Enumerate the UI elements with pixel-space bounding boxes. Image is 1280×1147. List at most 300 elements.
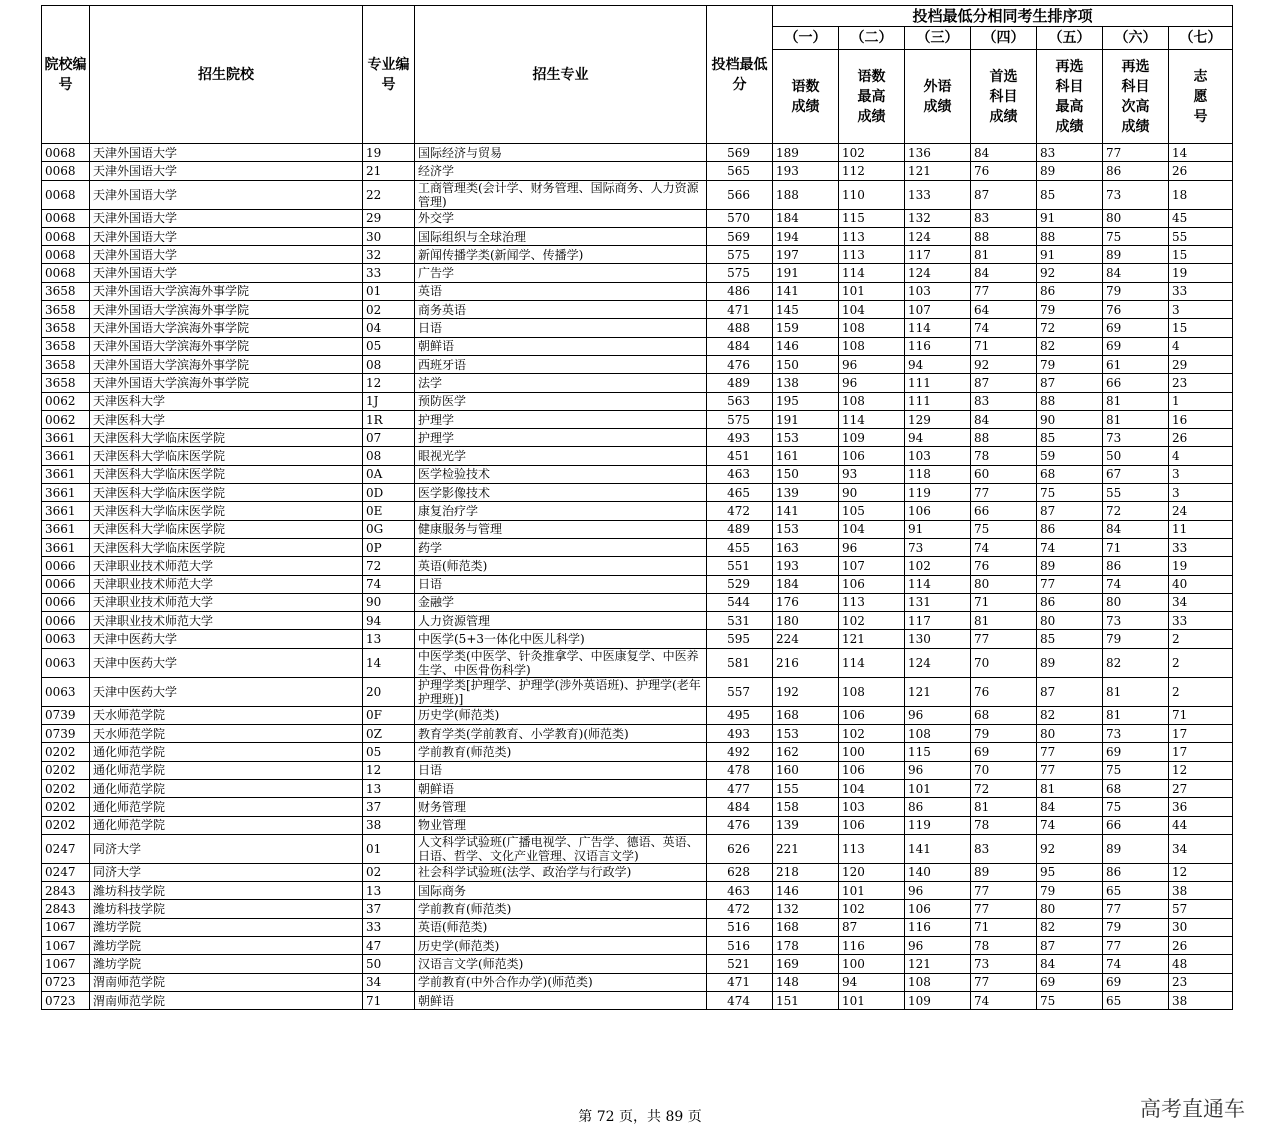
cell-order-6: 81 (1103, 677, 1169, 706)
table-row (42, 575, 1233, 593)
cell-major-name: 金融学 (415, 593, 707, 611)
cell-order-5: 90 (1037, 410, 1103, 428)
header-order-3: （三） (905, 27, 971, 50)
cell-school-name: 渭南师范学院 (90, 973, 363, 991)
cell-order-5: 91 (1037, 209, 1103, 227)
cell-major-name: 新闻传播学类(新闻学、传播学) (415, 246, 707, 264)
cell-volunteer-no: 45 (1169, 209, 1233, 227)
cell-school-name: 潍坊科技学院 (90, 882, 363, 900)
cell-order-6: 65 (1103, 991, 1169, 1009)
cell-order-2: 113 (839, 834, 905, 863)
cell-min-score: 476 (707, 816, 773, 834)
cell-order-3: 101 (905, 779, 971, 797)
cell-order-6: 50 (1103, 447, 1169, 465)
table-row (42, 392, 1233, 410)
cell-order-1: 145 (773, 301, 839, 319)
cell-order-6: 75 (1103, 761, 1169, 779)
cell-order-3: 103 (905, 282, 971, 300)
table-row (42, 779, 1233, 797)
cell-school-code: 1067 (42, 936, 90, 954)
cell-major-code: 01 (363, 834, 415, 863)
cell-school-name: 天津外国语大学滨海外事学院 (90, 301, 363, 319)
cell-major-name: 国际经济与贸易 (415, 144, 707, 162)
cell-order-5: 86 (1037, 593, 1103, 611)
cell-order-4: 71 (971, 337, 1037, 355)
cell-order-2: 101 (839, 882, 905, 900)
cell-order-6: 74 (1103, 955, 1169, 973)
cell-min-score: 477 (707, 779, 773, 797)
cell-order-5: 82 (1037, 706, 1103, 724)
cell-order-2: 114 (839, 264, 905, 282)
cell-school-name: 通化师范学院 (90, 743, 363, 761)
cell-order-1: 218 (773, 863, 839, 881)
cell-order-6: 84 (1103, 520, 1169, 538)
cell-major-name: 医学检验技术 (415, 465, 707, 483)
cell-order-1: 168 (773, 918, 839, 936)
cell-major-name: 国际组织与全球治理 (415, 227, 707, 245)
cell-order-2: 101 (839, 991, 905, 1009)
cell-order-5: 68 (1037, 465, 1103, 483)
cell-major-name: 日语 (415, 319, 707, 337)
table-row (42, 725, 1233, 743)
cell-major-code: 04 (363, 319, 415, 337)
table-row (42, 955, 1233, 973)
table-row (42, 882, 1233, 900)
cell-order-3: 96 (905, 936, 971, 954)
cell-order-2: 107 (839, 557, 905, 575)
table-row (42, 630, 1233, 648)
cell-order-1: 139 (773, 816, 839, 834)
cell-order-2: 113 (839, 593, 905, 611)
cell-volunteer-no: 2 (1169, 630, 1233, 648)
cell-order-6: 81 (1103, 410, 1169, 428)
cell-major-code: 0D (363, 484, 415, 502)
cell-order-1: 141 (773, 282, 839, 300)
cell-major-code: 12 (363, 374, 415, 392)
cell-order-2: 105 (839, 502, 905, 520)
cell-order-6: 75 (1103, 227, 1169, 245)
cell-volunteer-no: 18 (1169, 180, 1233, 209)
cell-school-code: 0062 (42, 410, 90, 428)
cell-order-4: 83 (971, 209, 1037, 227)
table-row (42, 447, 1233, 465)
cell-order-2: 96 (839, 355, 905, 373)
cell-order-4: 88 (971, 227, 1037, 245)
cell-major-code: 0P (363, 538, 415, 556)
cell-volunteer-no: 36 (1169, 798, 1233, 816)
table-row (42, 180, 1233, 209)
cell-school-code: 0068 (42, 264, 90, 282)
cell-school-name: 天津外国语大学 (90, 209, 363, 227)
cell-order-2: 102 (839, 725, 905, 743)
cell-order-1: 146 (773, 882, 839, 900)
cell-major-code: 20 (363, 677, 415, 706)
cell-order-6: 72 (1103, 502, 1169, 520)
table-row (42, 337, 1233, 355)
cell-order-1: 195 (773, 392, 839, 410)
cell-major-code: 01 (363, 282, 415, 300)
cell-order-3: 121 (905, 955, 971, 973)
cell-order-5: 81 (1037, 779, 1103, 797)
cell-order-5: 92 (1037, 834, 1103, 863)
cell-order-5: 89 (1037, 648, 1103, 677)
cell-order-6: 73 (1103, 180, 1169, 209)
cell-order-4: 81 (971, 612, 1037, 630)
cell-major-code: 05 (363, 743, 415, 761)
table-row (42, 900, 1233, 918)
cell-order-4: 76 (971, 557, 1037, 575)
cell-order-1: 168 (773, 706, 839, 724)
page-footer: 第 72 页，共 89 页 (578, 1109, 702, 1125)
cell-min-score: 563 (707, 392, 773, 410)
cell-school-name: 天水师范学院 (90, 725, 363, 743)
cell-school-code: 0063 (42, 630, 90, 648)
cell-min-score: 531 (707, 612, 773, 630)
cell-major-code: 21 (363, 162, 415, 180)
cell-min-score: 471 (707, 973, 773, 991)
cell-min-score: 474 (707, 991, 773, 1009)
cell-major-name: 人力资源管理 (415, 612, 707, 630)
cell-order-6: 89 (1103, 246, 1169, 264)
cell-school-code: 0068 (42, 162, 90, 180)
cell-school-code: 3658 (42, 282, 90, 300)
cell-order-4: 87 (971, 374, 1037, 392)
cell-school-code: 3661 (42, 484, 90, 502)
cell-major-name: 广告学 (415, 264, 707, 282)
cell-order-2: 108 (839, 677, 905, 706)
cell-school-name: 天水师范学院 (90, 706, 363, 724)
cell-volunteer-no: 71 (1169, 706, 1233, 724)
cell-school-code: 0068 (42, 246, 90, 264)
cell-order-1: 160 (773, 761, 839, 779)
cell-order-3: 96 (905, 706, 971, 724)
cell-min-score: 575 (707, 246, 773, 264)
cell-order-5: 91 (1037, 246, 1103, 264)
cell-volunteer-no: 4 (1169, 447, 1233, 465)
cell-major-name: 眼视光学 (415, 447, 707, 465)
table-row (42, 863, 1233, 881)
cell-order-5: 82 (1037, 918, 1103, 936)
cell-order-2: 106 (839, 706, 905, 724)
cell-order-2: 101 (839, 282, 905, 300)
cell-order-1: 194 (773, 227, 839, 245)
cell-school-code: 3658 (42, 319, 90, 337)
cell-min-score: 570 (707, 209, 773, 227)
table-row (42, 761, 1233, 779)
cell-major-code: 13 (363, 882, 415, 900)
header-major-code: 专业编号 (363, 6, 415, 144)
cell-order-1: 188 (773, 180, 839, 209)
cell-order-4: 78 (971, 447, 1037, 465)
cell-order-5: 87 (1037, 502, 1103, 520)
cell-major-code: 72 (363, 557, 415, 575)
cell-school-code: 0066 (42, 575, 90, 593)
cell-order-5: 95 (1037, 863, 1103, 881)
cell-volunteer-no: 34 (1169, 593, 1233, 611)
cell-order-5: 79 (1037, 882, 1103, 900)
cell-order-6: 61 (1103, 355, 1169, 373)
cell-school-name: 天津医科大学临床医学院 (90, 502, 363, 520)
cell-volunteer-no: 11 (1169, 520, 1233, 538)
cell-order-3: 106 (905, 900, 971, 918)
watermark: 高考直通车 (1140, 1097, 1245, 1121)
cell-min-score: 451 (707, 447, 773, 465)
cell-major-name: 历史学(师范类) (415, 936, 707, 954)
cell-order-4: 84 (971, 144, 1037, 162)
cell-volunteer-no: 17 (1169, 743, 1233, 761)
cell-min-score: 575 (707, 410, 773, 428)
cell-order-4: 87 (971, 180, 1037, 209)
cell-volunteer-no: 12 (1169, 863, 1233, 881)
cell-school-code: 0202 (42, 779, 90, 797)
cell-min-score: 486 (707, 282, 773, 300)
cell-order-4: 81 (971, 246, 1037, 264)
cell-order-6: 66 (1103, 374, 1169, 392)
cell-order-4: 66 (971, 502, 1037, 520)
cell-min-score: 484 (707, 798, 773, 816)
table-row (42, 484, 1233, 502)
cell-order-6: 77 (1103, 936, 1169, 954)
cell-order-5: 77 (1037, 743, 1103, 761)
cell-school-name: 天津职业技术师范大学 (90, 593, 363, 611)
cell-order-5: 88 (1037, 392, 1103, 410)
cell-order-4: 75 (971, 520, 1037, 538)
cell-order-1: 139 (773, 484, 839, 502)
cell-order-3: 108 (905, 725, 971, 743)
cell-major-code: 02 (363, 301, 415, 319)
cell-order-6: 79 (1103, 282, 1169, 300)
cell-major-code: 0F (363, 706, 415, 724)
cell-order-5: 79 (1037, 355, 1103, 373)
cell-order-1: 191 (773, 410, 839, 428)
cell-school-name: 天津外国语大学滨海外事学院 (90, 374, 363, 392)
cell-order-3: 114 (905, 319, 971, 337)
cell-major-code: 30 (363, 227, 415, 245)
cell-volunteer-no: 26 (1169, 162, 1233, 180)
cell-min-score: 575 (707, 264, 773, 282)
cell-order-4: 60 (971, 465, 1037, 483)
cell-order-6: 81 (1103, 706, 1169, 724)
cell-major-name: 英语(师范类) (415, 918, 707, 936)
cell-school-code: 0063 (42, 648, 90, 677)
table-row (42, 677, 1233, 706)
cell-min-score: 569 (707, 144, 773, 162)
header-order-5: （五） (1037, 27, 1103, 50)
cell-order-6: 82 (1103, 648, 1169, 677)
cell-order-1: 159 (773, 319, 839, 337)
cell-volunteer-no: 30 (1169, 918, 1233, 936)
cell-major-code: 38 (363, 816, 415, 834)
cell-order-3: 116 (905, 337, 971, 355)
cell-school-code: 3658 (42, 355, 90, 373)
cell-order-4: 72 (971, 779, 1037, 797)
cell-order-4: 77 (971, 882, 1037, 900)
cell-order-6: 77 (1103, 900, 1169, 918)
cell-school-name: 渭南师范学院 (90, 991, 363, 1009)
cell-order-4: 77 (971, 484, 1037, 502)
cell-school-name: 天津中医药大学 (90, 630, 363, 648)
cell-major-name: 英语 (415, 282, 707, 300)
table-row (42, 465, 1233, 483)
table-row (42, 502, 1233, 520)
table-row (42, 743, 1233, 761)
cell-volunteer-no: 34 (1169, 834, 1233, 863)
cell-major-name: 中医学(5+3一体化中医儿科学) (415, 630, 707, 648)
cell-school-name: 潍坊学院 (90, 955, 363, 973)
header-order-6: （六） (1103, 27, 1169, 50)
cell-order-4: 84 (971, 410, 1037, 428)
cell-school-code: 0202 (42, 743, 90, 761)
cell-school-code: 3658 (42, 374, 90, 392)
cell-order-3: 118 (905, 465, 971, 483)
cell-volunteer-no: 26 (1169, 936, 1233, 954)
cell-order-5: 84 (1037, 955, 1103, 973)
header-order-1: （一） (773, 27, 839, 50)
cell-school-name: 天津外国语大学 (90, 162, 363, 180)
header-order-4: （四） (971, 27, 1037, 50)
cell-order-6: 86 (1103, 162, 1169, 180)
cell-order-4: 74 (971, 991, 1037, 1009)
cell-order-6: 79 (1103, 918, 1169, 936)
cell-volunteer-no: 3 (1169, 484, 1233, 502)
cell-order-4: 76 (971, 162, 1037, 180)
cell-school-name: 通化师范学院 (90, 816, 363, 834)
cell-major-name: 学前教育(师范类) (415, 900, 707, 918)
table-row (42, 227, 1233, 245)
cell-major-name: 学前教育(中外合作办学)(师范类) (415, 973, 707, 991)
cell-order-3: 119 (905, 484, 971, 502)
cell-order-6: 76 (1103, 301, 1169, 319)
cell-order-3: 114 (905, 575, 971, 593)
cell-order-6: 69 (1103, 337, 1169, 355)
cell-order-1: 158 (773, 798, 839, 816)
cell-order-2: 116 (839, 936, 905, 954)
cell-school-name: 天津职业技术师范大学 (90, 612, 363, 630)
cell-school-code: 0723 (42, 991, 90, 1009)
cell-order-4: 68 (971, 706, 1037, 724)
cell-volunteer-no: 33 (1169, 612, 1233, 630)
cell-volunteer-no: 15 (1169, 246, 1233, 264)
cell-min-score: 455 (707, 538, 773, 556)
cell-major-code: 0Z (363, 725, 415, 743)
cell-min-score: 595 (707, 630, 773, 648)
cell-volunteer-no: 55 (1169, 227, 1233, 245)
table-row (42, 991, 1233, 1009)
cell-order-4: 69 (971, 743, 1037, 761)
cell-school-name: 天津外国语大学滨海外事学院 (90, 319, 363, 337)
cell-major-name: 经济学 (415, 162, 707, 180)
cell-min-score: 529 (707, 575, 773, 593)
cell-order-5: 69 (1037, 973, 1103, 991)
cell-order-2: 104 (839, 301, 905, 319)
cell-order-5: 85 (1037, 429, 1103, 447)
cell-major-name: 财务管理 (415, 798, 707, 816)
cell-order-1: 176 (773, 593, 839, 611)
cell-min-score: 476 (707, 355, 773, 373)
cell-major-name: 朝鲜语 (415, 337, 707, 355)
table-row (42, 918, 1233, 936)
cell-order-1: 193 (773, 162, 839, 180)
cell-order-3: 86 (905, 798, 971, 816)
table-row (42, 612, 1233, 630)
header-item-3: 外语成绩 (905, 50, 971, 144)
cell-order-3: 117 (905, 612, 971, 630)
cell-order-6: 65 (1103, 882, 1169, 900)
cell-order-1: 161 (773, 447, 839, 465)
cell-order-5: 75 (1037, 484, 1103, 502)
cell-major-name: 日语 (415, 761, 707, 779)
cell-order-2: 112 (839, 162, 905, 180)
cell-order-5: 85 (1037, 180, 1103, 209)
cell-order-2: 110 (839, 180, 905, 209)
cell-order-6: 73 (1103, 725, 1169, 743)
header-min-score: 投档最低分 (707, 6, 773, 144)
cell-order-3: 119 (905, 816, 971, 834)
cell-order-4: 73 (971, 955, 1037, 973)
cell-order-5: 89 (1037, 162, 1103, 180)
cell-major-name: 药学 (415, 538, 707, 556)
cell-major-name: 教育学类(学前教育、小学教育)(师范类) (415, 725, 707, 743)
cell-order-3: 106 (905, 502, 971, 520)
cell-min-score: 626 (707, 834, 773, 863)
cell-major-code: 33 (363, 264, 415, 282)
cell-major-code: 0G (363, 520, 415, 538)
cell-school-name: 天津外国语大学滨海外事学院 (90, 355, 363, 373)
cell-major-code: 08 (363, 355, 415, 373)
cell-order-2: 102 (839, 612, 905, 630)
cell-school-name: 天津外国语大学 (90, 227, 363, 245)
table-row (42, 834, 1233, 863)
cell-order-5: 82 (1037, 337, 1103, 355)
cell-min-score: 484 (707, 337, 773, 355)
cell-school-name: 天津医科大学临床医学院 (90, 429, 363, 447)
cell-order-5: 86 (1037, 282, 1103, 300)
table-row (42, 798, 1233, 816)
cell-school-code: 0068 (42, 227, 90, 245)
cell-major-name: 学前教育(师范类) (415, 743, 707, 761)
cell-order-3: 124 (905, 648, 971, 677)
cell-order-6: 55 (1103, 484, 1169, 502)
cell-school-code: 0063 (42, 677, 90, 706)
cell-school-code: 2843 (42, 882, 90, 900)
cell-school-name: 天津职业技术师范大学 (90, 575, 363, 593)
cell-order-2: 108 (839, 319, 905, 337)
cell-min-score: 569 (707, 227, 773, 245)
cell-order-6: 68 (1103, 779, 1169, 797)
cell-order-3: 131 (905, 593, 971, 611)
cell-order-1: 151 (773, 991, 839, 1009)
cell-order-5: 83 (1037, 144, 1103, 162)
cell-school-name: 天津医科大学临床医学院 (90, 520, 363, 538)
table-row (42, 520, 1233, 538)
cell-major-code: 74 (363, 575, 415, 593)
cell-volunteer-no: 48 (1169, 955, 1233, 973)
cell-major-name: 护理学 (415, 429, 707, 447)
cell-order-6: 77 (1103, 144, 1169, 162)
cell-school-code: 0062 (42, 392, 90, 410)
cell-order-3: 107 (905, 301, 971, 319)
cell-order-2: 106 (839, 447, 905, 465)
cell-order-5: 85 (1037, 630, 1103, 648)
cell-order-4: 77 (971, 630, 1037, 648)
cell-major-code: 19 (363, 144, 415, 162)
header-school-name: 招生院校 (90, 6, 363, 144)
cell-volunteer-no: 26 (1169, 429, 1233, 447)
cell-school-code: 0202 (42, 761, 90, 779)
cell-volunteer-no: 12 (1169, 761, 1233, 779)
cell-major-name: 预防医学 (415, 392, 707, 410)
header-tiebreak-title: 投档最低分相同考生排序项 (773, 6, 1233, 27)
